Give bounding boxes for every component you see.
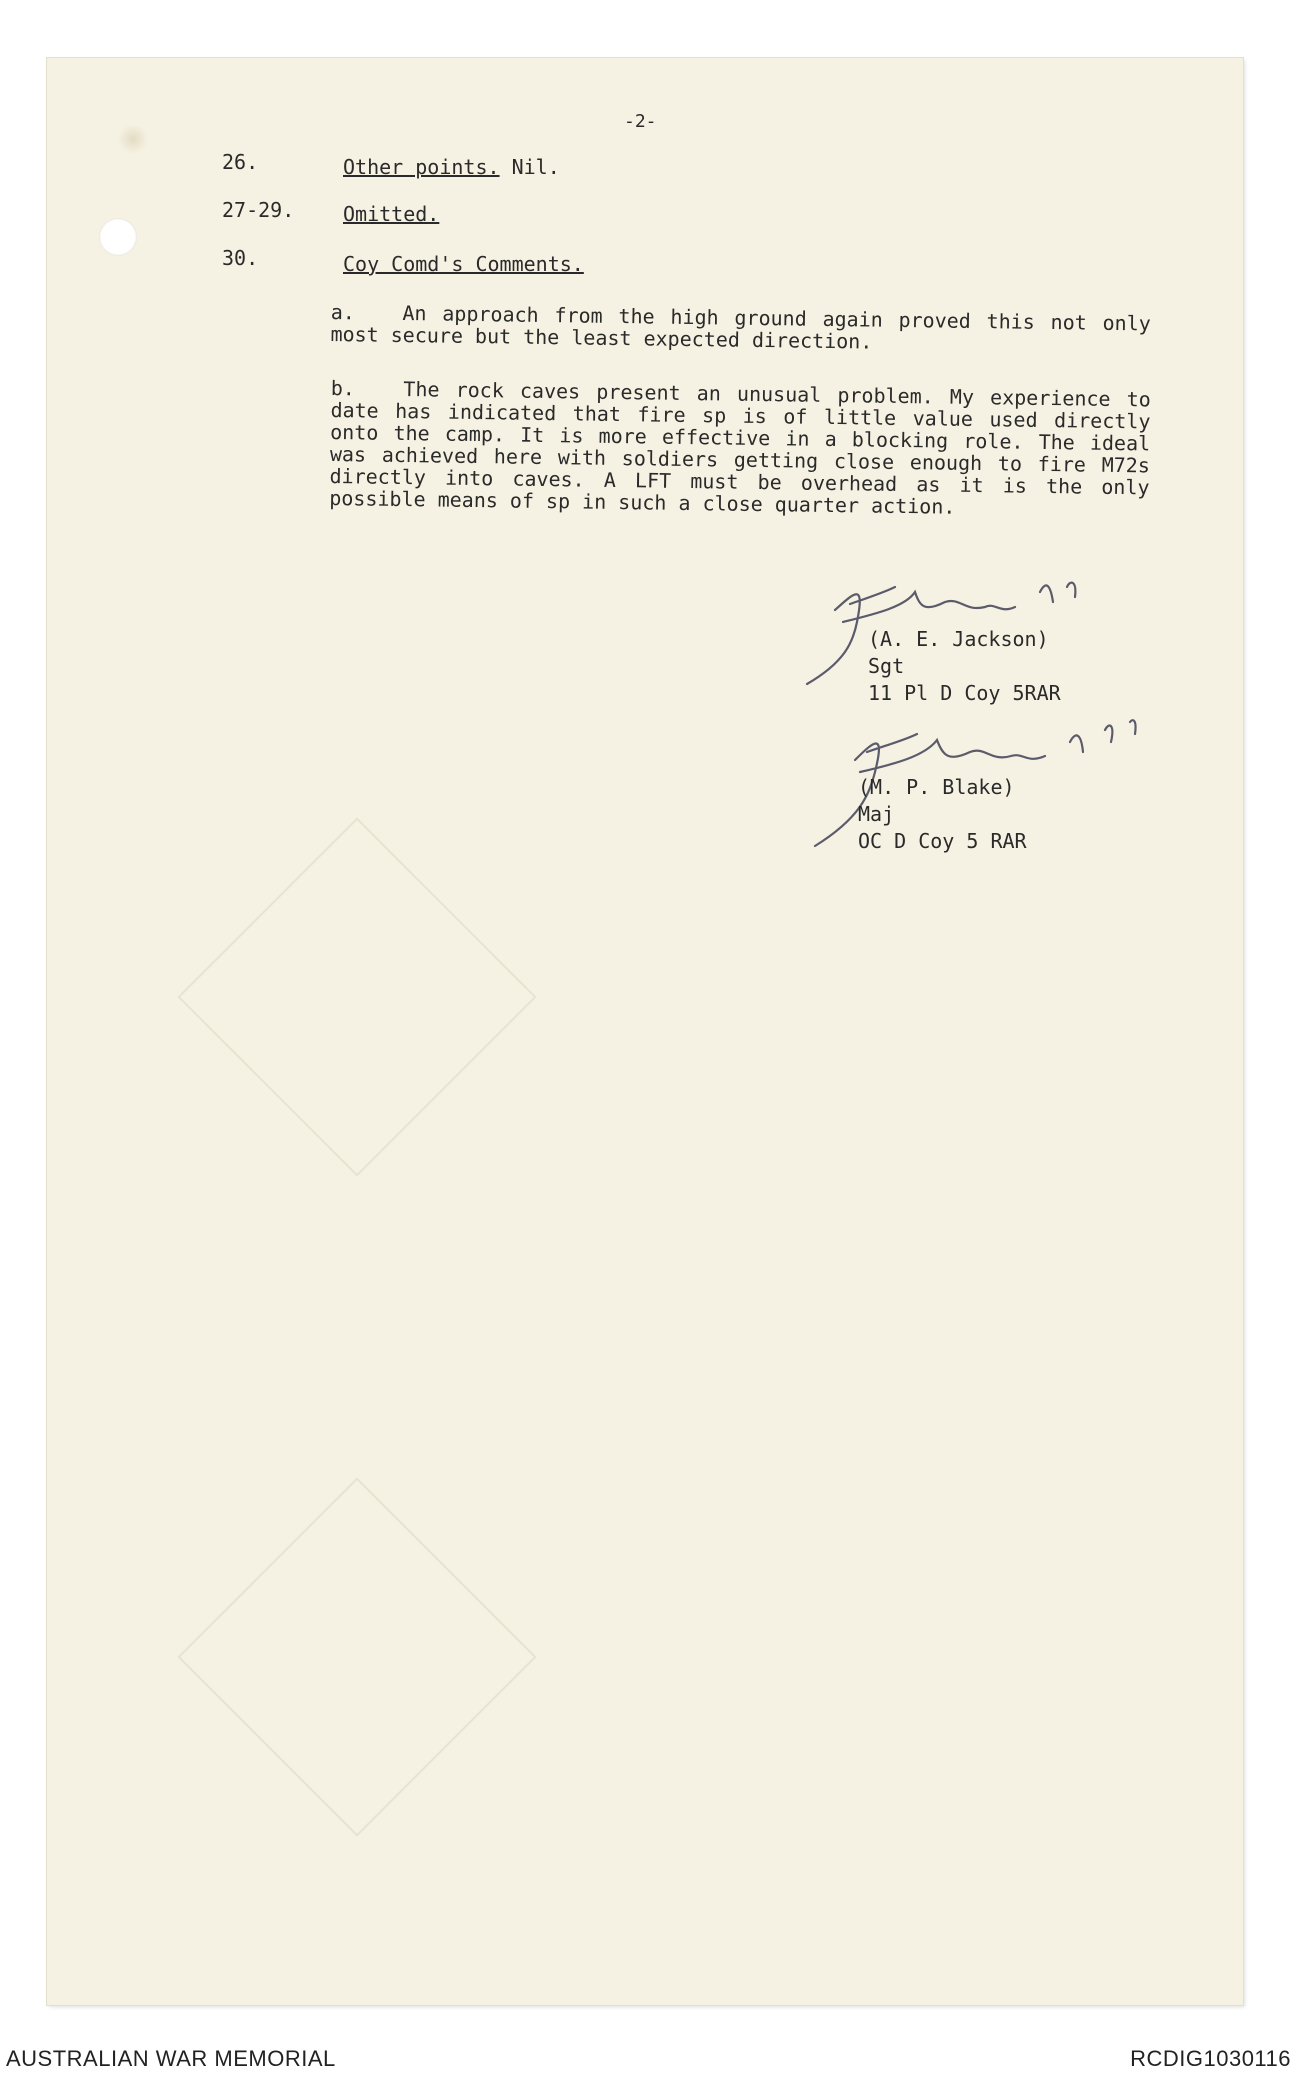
archive-id: RCDIG1030116 <box>1130 2046 1291 2071</box>
archive-credit: AUSTRALIAN WAR MEMORIAL <box>6 2046 336 2071</box>
paragraph-label: a. <box>330 300 356 325</box>
signatory-name: (M. P. Blake) <box>858 775 1015 799</box>
signatory-rank: Sgt <box>868 654 905 678</box>
item-text: Nil. <box>499 155 560 179</box>
signature-block <box>868 626 1061 707</box>
item-number: 27-29. <box>222 198 295 222</box>
item-heading-line <box>343 252 584 276</box>
signatory-unit: 11 Pl D Coy 5RAR <box>868 681 1061 705</box>
item-number: 26. <box>222 150 259 174</box>
item-heading: Coy Comd's Comments. <box>343 252 584 276</box>
item-heading-line <box>343 155 560 179</box>
paragraph-text: The rock caves present an unusual problem. My experience to date has indicated that fire sp is of little value used directly onto the camp. It is more effective in a blocking role. The ideal was achieved here with soldiers getting close enough to fire M72s directly into caves. A LFT must be overhead as it is the only possible means of sp in such a close quarter action. <box>329 377 1151 519</box>
page-number: -2- <box>624 111 657 132</box>
item-heading: Other points. <box>343 155 500 179</box>
comment-paragraph <box>329 377 1151 520</box>
signature-block <box>858 774 1027 855</box>
paragraph-label: b. <box>330 376 356 401</box>
item-heading: Omitted. <box>343 202 440 226</box>
signatory-name: (A. E. Jackson) <box>868 627 1049 651</box>
paragraph-text: An approach from the high ground again proved this not only most secure but the least expected direction. <box>330 300 1151 354</box>
item-heading-line <box>343 202 439 226</box>
punch-hole <box>99 218 137 256</box>
paper-stain <box>116 125 150 153</box>
signatory-rank: Maj <box>858 802 895 826</box>
item-number: 30. <box>222 246 259 270</box>
signatory-unit: OC D Coy 5 RAR <box>858 829 1027 853</box>
